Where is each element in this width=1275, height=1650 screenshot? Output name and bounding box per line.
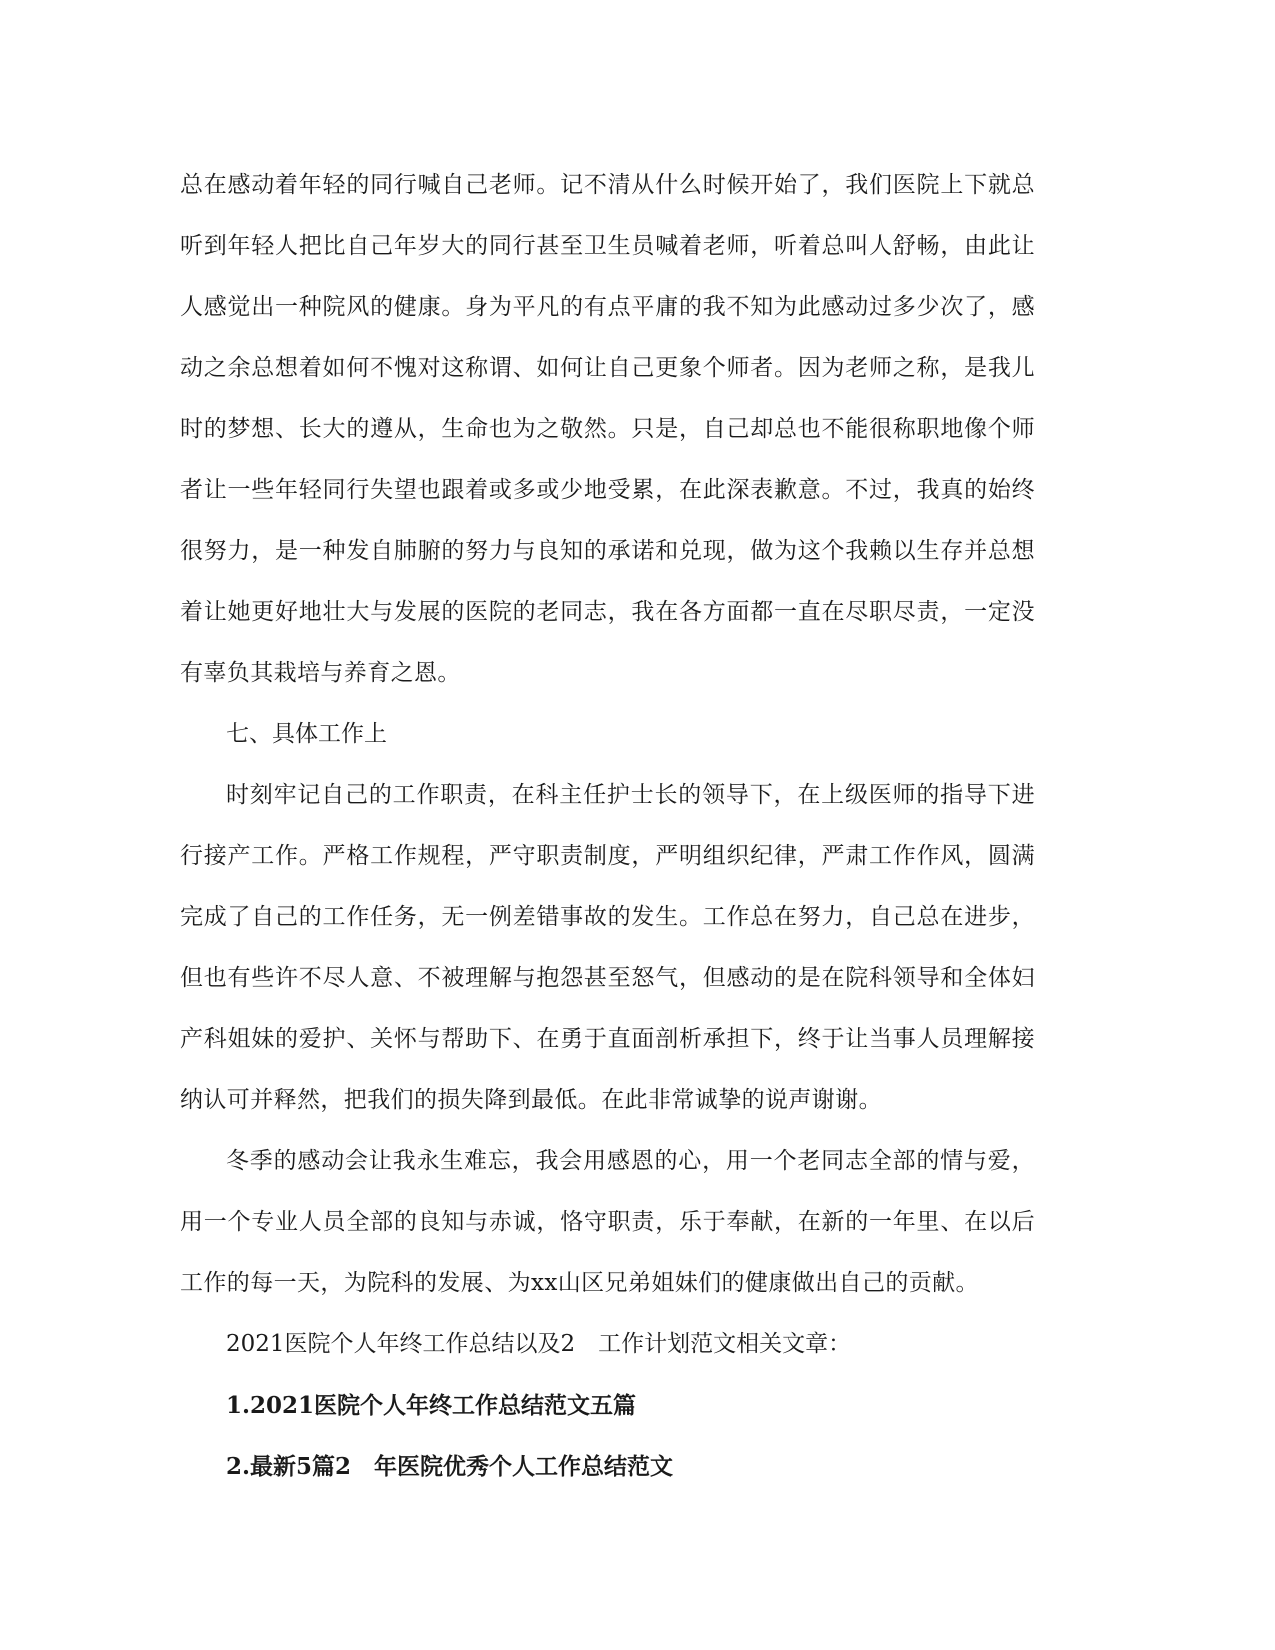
paragraph-winter-gratitude: 冬季的感动会让我永生难忘，我会用感恩的心，用一个老同志全部的情与爱，用一个专业人员全部的良知与赤诚，恪守职责，乐于奉献，在新的一年里、在以后工作的每一天，为院科的发展、为xx山区兄弟姐妹们的健康做出自己的贡献。 [180,1148,1035,1296]
section-heading-specific-work: 七、具体工作上 [226,721,387,747]
related-articles-intro: 2021医院个人年终工作总结以及2 工作计划范文相关文章： [226,1331,852,1357]
document-body [180,155,1035,1497]
related-article-link-2[interactable]: 2.最新5篇2 年医院优秀个人工作总结范文 [226,1453,674,1480]
paragraph-work-duties: 时刻牢记自己的工作职责，在科主任护士长的领导下，在上级医师的指导下进行接产工作。严格工作规程，严守职责制度，严明组织纪律，严肃工作作风，圆满完成了自己的工作任务，无一例差错事故的发生。工作总在努力，自己总在进步，但也有些许不尽人意、不被理解与抱怨甚至怒气，但感动的是在院科领导和全体妇产科姐妹的爱护、关怀与帮助下、在勇于直面剖析承担下，终于让当事人员理解接纳认可并释然，把我们的损失降到最低。在此非常诚挚的说声谢谢。 [180,782,1035,1113]
related-article-link-1[interactable]: 1.2021医院个人年终工作总结范文五篇 [226,1392,637,1419]
paragraph-gratitude-teacher: 总在感动着年轻的同行喊自己老师。记不清从什么时候开始了，我们医院上下就总听到年轻人把比自己年岁大的同行甚至卫生员喊着老师，听着总叫人舒畅，由此让人感觉出一种院风的健康。身为平凡的有点平庸的我不知为此感动过多少次了，感动之余总想着如何不愧对这称谓、如何让自己更象个师者。因为老师之称，是我儿时的梦想、长大的遵从，生命也为之敬然。只是，自己却总也不能很称职地像个师者让一些年轻同行失望也跟着或多或少地受累，在此深表歉意。不过，我真的始终很努力，是一种发自肺腑的努力与良知的承诺和兑现，做为这个我赖以生存并总想着让她更好地壮大与发展的医院的老同志，我在各方面都一直在尽职尽责，一定没有辜负其栽培与养育之恩。 [180,172,1035,686]
